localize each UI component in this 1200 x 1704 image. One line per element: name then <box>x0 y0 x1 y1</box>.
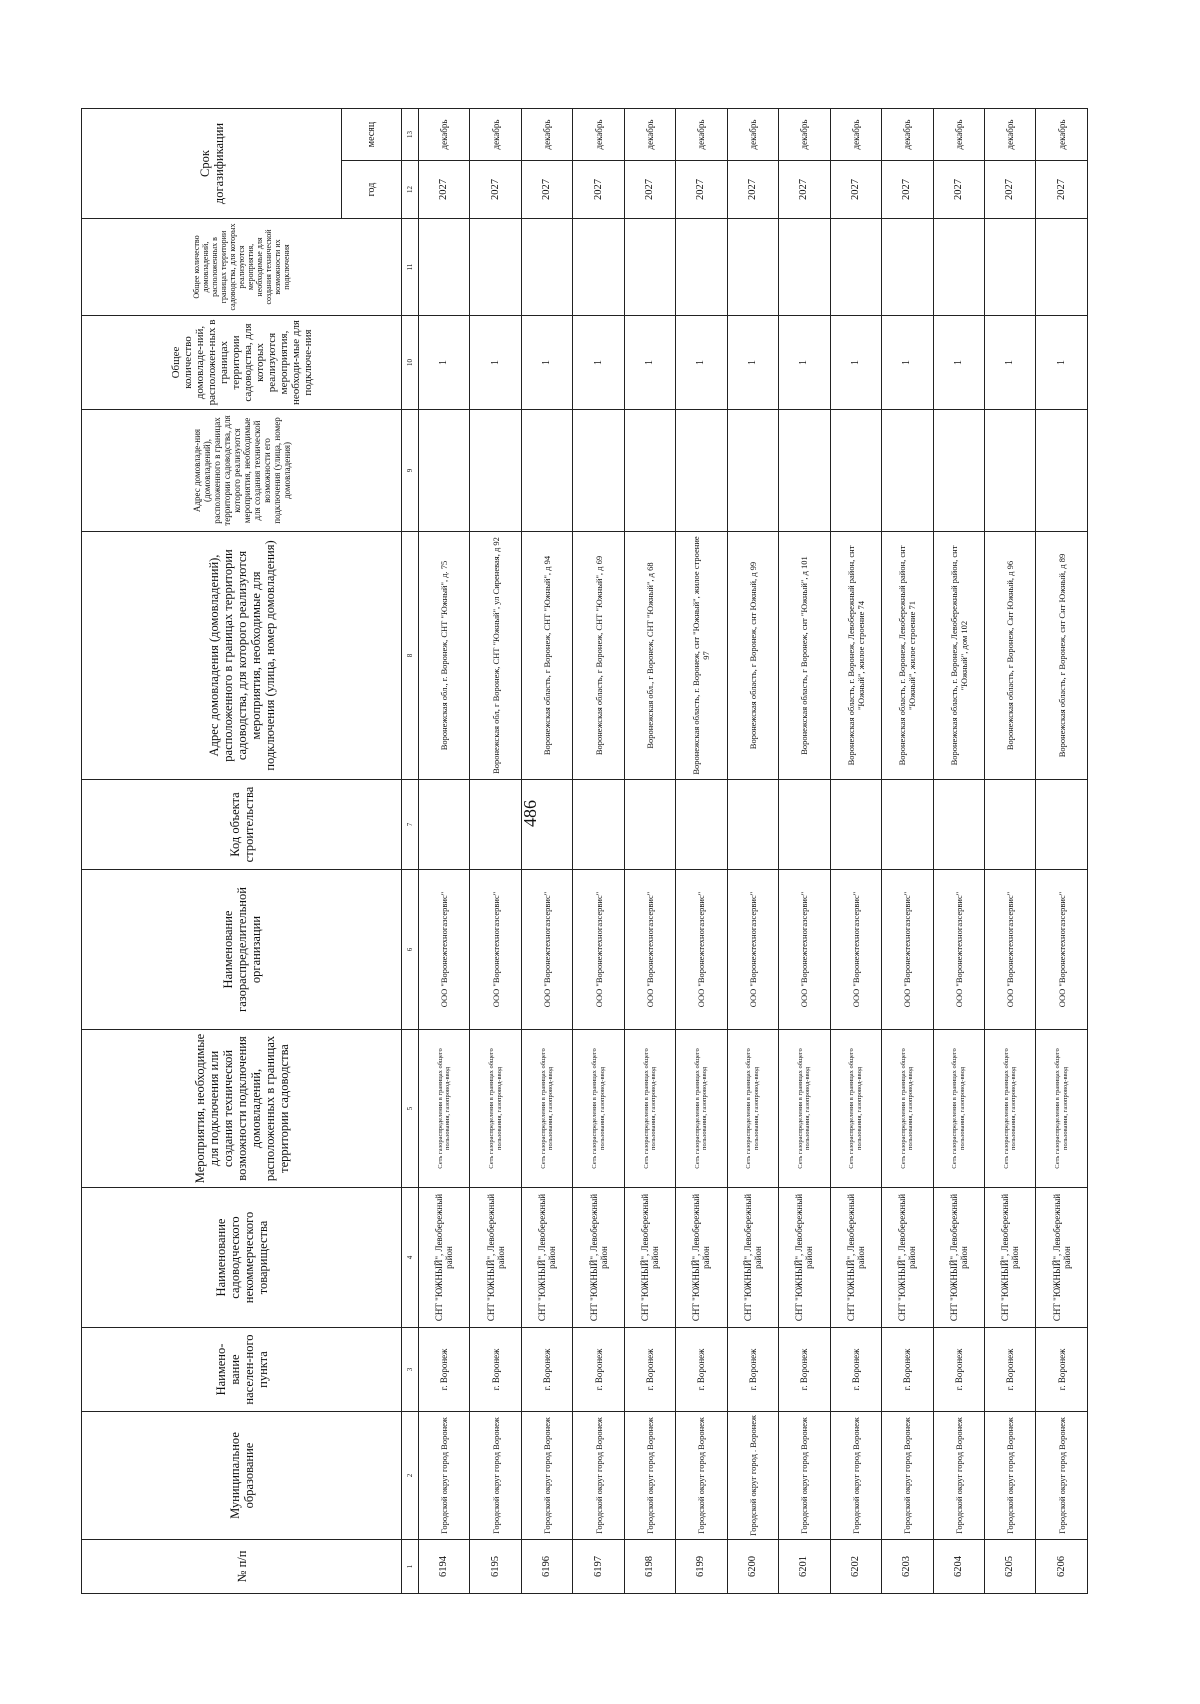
column-number: 8 <box>402 532 419 780</box>
year-cell: 2027 <box>933 161 984 219</box>
header-object-code: Код объекта строительства <box>82 780 402 870</box>
column-number: 6 <box>402 870 419 1030</box>
table-row <box>624 109 675 1594</box>
count-tech-cell <box>470 219 521 316</box>
year-cell: 2027 <box>573 161 624 219</box>
address-cell: Воронежская область, г. Воронеж, Левобережный район, снт "Южный", жилое строение 71 <box>882 532 933 780</box>
settlement-cell: г. Воронеж <box>882 1328 933 1412</box>
count-connect-cell: 1 <box>882 316 933 410</box>
row-number: 6206 <box>1036 1540 1088 1594</box>
object-code-cell <box>933 780 984 870</box>
partnership-cell: СНТ "ЮЖНЫЙ", Левобережный район <box>984 1188 1035 1328</box>
count-connect-cell: 1 <box>676 316 727 410</box>
municipality-cell: Городской округ город Воронеж <box>984 1412 1035 1540</box>
measures-cell: Сеть газораспределения в границах общего пользования, газопровод-ввод <box>419 1030 470 1188</box>
settlement-cell: г. Воронеж <box>984 1328 1035 1412</box>
month-cell: декабрь <box>676 109 727 161</box>
table-row <box>676 109 727 1594</box>
count-tech-cell <box>573 219 624 316</box>
gas-org-cell: ООО "Воронежтехногазсервис" <box>470 870 521 1030</box>
column-number-row <box>402 109 419 1594</box>
year-cell: 2027 <box>470 161 521 219</box>
column-number: 4 <box>402 1188 419 1328</box>
partnership-cell: СНТ "ЮЖНЫЙ", Левобережный район <box>470 1188 521 1328</box>
count-connect-cell: 1 <box>779 316 830 410</box>
row-number: 6196 <box>521 1540 572 1594</box>
column-number: 11 <box>402 219 419 316</box>
gas-org-cell: ООО "Воронежтехногазсервис" <box>419 870 470 1030</box>
row-number: 6203 <box>882 1540 933 1594</box>
year-cell: 2027 <box>419 161 470 219</box>
table-row <box>882 109 933 1594</box>
page-number: 486 <box>520 800 540 827</box>
header-settlement: Наимено-вание населен-ного пункта <box>82 1328 402 1412</box>
partnership-cell: СНТ "ЮЖНЫЙ", Левобережный район <box>830 1188 881 1328</box>
municipality-cell: Городской округ город Воронеж <box>933 1412 984 1540</box>
object-code-cell <box>830 780 881 870</box>
table-row <box>573 109 624 1594</box>
municipality-cell: Городской округ город Воронеж <box>882 1412 933 1540</box>
municipality-cell: Городской округ город Воронеж <box>521 1412 572 1540</box>
column-number: 3 <box>402 1328 419 1412</box>
object-code-cell <box>727 780 778 870</box>
table-row <box>779 109 830 1594</box>
column-number: 10 <box>402 316 419 410</box>
address-tech-cell <box>470 410 521 532</box>
count-connect-cell: 1 <box>830 316 881 410</box>
measures-cell: Сеть газораспределения в границах общего пользования, газопровод-ввод <box>779 1030 830 1188</box>
header-address-short: Адрес домовладе-ния (домовладений), расположенного в границах территории садоводства, для которого реализуются мероприятия, необходимые для создания технической возможности его подключения (улица, номер домовладения) <box>82 410 402 532</box>
rotated-table-container <box>81 109 1088 1594</box>
header-partnership: Наименование садоводческого некоммерческого товарищества <box>82 1188 402 1328</box>
settlement-cell: г. Воронеж <box>573 1328 624 1412</box>
address-tech-cell <box>573 410 624 532</box>
municipality-cell: Городской округ город Воронеж <box>1036 1412 1088 1540</box>
month-cell: декабрь <box>1036 109 1088 161</box>
month-cell: декабрь <box>521 109 572 161</box>
gas-org-cell: ООО "Воронежтехногазсервис" <box>573 870 624 1030</box>
header-count-tech: Общее количество домовладений, расположенных в границах территории садоводства, для которых реализуются мероприятия, необходимые для создания технической возможности их подключения <box>82 219 402 316</box>
count-connect-cell: 1 <box>1036 316 1088 410</box>
year-cell: 2027 <box>984 161 1035 219</box>
address-cell: Воронежская обл, г Воронеж, СНТ "Южный", ул Сиреневая, д 92 <box>470 532 521 780</box>
measures-cell: Сеть газораспределения в границах общего пользования, газопровод-ввод <box>521 1030 572 1188</box>
measures-cell: Сеть газораспределения в границах общего пользования, газопровод-ввод <box>882 1030 933 1188</box>
object-code-cell <box>521 780 572 870</box>
address-tech-cell <box>882 410 933 532</box>
partnership-cell: СНТ "ЮЖНЫЙ", Левобережный район <box>676 1188 727 1328</box>
column-number: 13 <box>402 109 419 161</box>
address-cell: Воронежская область, г. Воронеж, Левобережный район, снт "Южный", жилое строение 74 <box>830 532 881 780</box>
row-number: 6198 <box>624 1540 675 1594</box>
partnership-cell: СНТ "ЮЖНЫЙ", Левобережный район <box>933 1188 984 1328</box>
measures-cell: Сеть газораспределения в границах общего пользования, газопровод-ввод <box>573 1030 624 1188</box>
header-row <box>82 109 342 1594</box>
object-code-cell <box>882 780 933 870</box>
address-cell: Воронежская область, г. Воронеж, снт "Южный", жилое строение 97 <box>676 532 727 780</box>
settlement-cell: г. Воронеж <box>676 1328 727 1412</box>
year-cell: 2027 <box>882 161 933 219</box>
partnership-cell: СНТ "ЮЖНЫЙ", Левобережный район <box>419 1188 470 1328</box>
count-tech-cell <box>624 219 675 316</box>
partnership-cell: СНТ "ЮЖНЫЙ", Левобережный район <box>779 1188 830 1328</box>
table-body <box>419 109 1088 1594</box>
measures-cell: Сеть газораспределения в границах общего пользования, газопровод-ввод <box>830 1030 881 1188</box>
year-cell: 2027 <box>521 161 572 219</box>
address-tech-cell <box>1036 410 1088 532</box>
year-cell: 2027 <box>830 161 881 219</box>
row-number: 6199 <box>676 1540 727 1594</box>
measures-cell: Сеть газораспределения в границах общего пользования, газопровод-ввод <box>624 1030 675 1188</box>
address-cell: Воронежская область, г Воронеж, снт Снт Южный, д 89 <box>1036 532 1088 780</box>
count-connect-cell: 1 <box>470 316 521 410</box>
partnership-cell: СНТ "ЮЖНЫЙ", Левобережный район <box>727 1188 778 1328</box>
table-row <box>470 109 521 1594</box>
address-cell: Воронежская область, г Воронеж, снт Южный, д 99 <box>727 532 778 780</box>
gas-org-cell: ООО "Воронежтехногазсервис" <box>676 870 727 1030</box>
settlement-cell: г. Воронеж <box>830 1328 881 1412</box>
count-connect-cell: 1 <box>573 316 624 410</box>
address-tech-cell <box>830 410 881 532</box>
row-number: 6201 <box>779 1540 830 1594</box>
year-cell: 2027 <box>676 161 727 219</box>
year-cell: 2027 <box>779 161 830 219</box>
count-connect-cell: 1 <box>933 316 984 410</box>
settlement-cell: г. Воронеж <box>779 1328 830 1412</box>
object-code-cell <box>1036 780 1088 870</box>
gas-org-cell: ООО "Воронежтехногазсервис" <box>727 870 778 1030</box>
address-tech-cell <box>933 410 984 532</box>
object-code-cell <box>573 780 624 870</box>
partnership-cell: СНТ "ЮЖНЫЙ", Левобережный район <box>521 1188 572 1328</box>
partnership-cell: СНТ "ЮЖНЫЙ", Левобережный район <box>573 1188 624 1328</box>
gas-org-cell: ООО "Воронежтехногазсервис" <box>521 870 572 1030</box>
municipality-cell: Городской округ город Воронеж <box>624 1412 675 1540</box>
object-code-cell <box>676 780 727 870</box>
count-tech-cell <box>1036 219 1088 316</box>
header-measures: Мероприятия, необходимые для подключения или создания технической возможности подключения домовладений, расположенных в границах территории садоводства <box>82 1030 402 1188</box>
table-row <box>830 109 881 1594</box>
object-code-cell <box>779 780 830 870</box>
measures-cell: Сеть газораспределения в границах общего пользования, газопровод-ввод <box>470 1030 521 1188</box>
header-num: № п/п <box>82 1540 402 1594</box>
row-number: 6202 <box>830 1540 881 1594</box>
header-address-full: Адрес домовладения (домовладений), расположенного в границах территории садоводства, для которого реализуются мероприятия, необходимые для подключения (улица, номер домовладения) <box>82 532 402 780</box>
column-number: 5 <box>402 1030 419 1188</box>
row-number: 6200 <box>727 1540 778 1594</box>
address-tech-cell <box>779 410 830 532</box>
gas-org-cell: ООО "Воронежтехногазсервис" <box>933 870 984 1030</box>
column-number: 12 <box>402 161 419 219</box>
measures-cell: Сеть газораспределения в границах общего пользования, газопровод-ввод <box>933 1030 984 1188</box>
month-cell: декабрь <box>470 109 521 161</box>
gas-org-cell: ООО "Воронежтехногазсервис" <box>882 870 933 1030</box>
count-tech-cell <box>933 219 984 316</box>
month-cell: декабрь <box>624 109 675 161</box>
address-tech-cell <box>727 410 778 532</box>
table-row <box>521 109 572 1594</box>
object-code-cell <box>470 780 521 870</box>
table-row <box>419 109 470 1594</box>
count-tech-cell <box>984 219 1035 316</box>
gas-org-cell: ООО "Воронежтехногазсервис" <box>624 870 675 1030</box>
count-tech-cell <box>727 219 778 316</box>
object-code-cell <box>984 780 1035 870</box>
column-number: 1 <box>402 1540 419 1594</box>
year-cell: 2027 <box>727 161 778 219</box>
row-number: 6195 <box>470 1540 521 1594</box>
month-cell: декабрь <box>573 109 624 161</box>
municipality-cell: Городской округ город Воронеж <box>830 1412 881 1540</box>
month-cell: декабрь <box>984 109 1035 161</box>
address-tech-cell <box>419 410 470 532</box>
table-row <box>727 109 778 1594</box>
settlement-cell: г. Воронеж <box>470 1328 521 1412</box>
settlement-cell: г. Воронеж <box>521 1328 572 1412</box>
header-count-connect: Общее количество домовладе-ний, расположен-ных в границах территории садоводства, для которых реализуются мероприятия, необходи-мые для подключе-ния <box>82 316 402 410</box>
header-gas-org: Наименование газораспределительной организации <box>82 870 402 1030</box>
gas-org-cell: ООО "Воронежтехногазсервис" <box>984 870 1035 1030</box>
table-row <box>933 109 984 1594</box>
partnership-cell: СНТ "ЮЖНЫЙ", Левобережный район <box>1036 1188 1088 1328</box>
settlement-cell: г. Воронеж <box>727 1328 778 1412</box>
column-number: 2 <box>402 1412 419 1540</box>
column-number: 7 <box>402 780 419 870</box>
gas-org-cell: ООО "Воронежтехногазсервис" <box>830 870 881 1030</box>
month-cell: декабрь <box>933 109 984 161</box>
count-tech-cell <box>419 219 470 316</box>
year-cell: 2027 <box>624 161 675 219</box>
count-tech-cell <box>676 219 727 316</box>
partnership-cell: СНТ "ЮЖНЫЙ", Левобережный район <box>624 1188 675 1328</box>
month-cell: декабрь <box>419 109 470 161</box>
count-tech-cell <box>779 219 830 316</box>
address-cell: Воронежская область, г Воронеж, Снт Южный, д 96 <box>984 532 1035 780</box>
count-tech-cell <box>830 219 881 316</box>
address-cell: Воронежская область, г Воронеж, СНТ "Южный", д 94 <box>521 532 572 780</box>
header-year: год <box>342 161 402 219</box>
month-cell: декабрь <box>727 109 778 161</box>
partnership-cell: СНТ "ЮЖНЫЙ", Левобережный район <box>882 1188 933 1328</box>
count-tech-cell <box>882 219 933 316</box>
object-code-cell <box>624 780 675 870</box>
address-cell: Воронежская обл., г. Воронеж, СНТ "Южный", д. 75 <box>419 532 470 780</box>
object-code-cell <box>419 780 470 870</box>
gasification-table <box>81 108 1088 1594</box>
count-connect-cell: 1 <box>419 316 470 410</box>
address-cell: Воронежская обл., г Воронеж, СНТ "Южный", д 68 <box>624 532 675 780</box>
municipality-cell: Городской округ город Воронеж <box>470 1412 521 1540</box>
gas-org-cell: ООО "Воронежтехногазсервис" <box>1036 870 1088 1030</box>
count-connect-cell: 1 <box>521 316 572 410</box>
municipality-cell: Городской округ город . Воронеж <box>727 1412 778 1540</box>
month-cell: декабрь <box>882 109 933 161</box>
row-number: 6197 <box>573 1540 624 1594</box>
settlement-cell: г. Воронеж <box>624 1328 675 1412</box>
column-number: 9 <box>402 410 419 532</box>
month-cell: декабрь <box>779 109 830 161</box>
measures-cell: Сеть газораспределения в границах общего пользования, газопровод-ввод <box>676 1030 727 1188</box>
settlement-cell: г. Воронеж <box>933 1328 984 1412</box>
address-tech-cell <box>624 410 675 532</box>
count-tech-cell <box>521 219 572 316</box>
count-connect-cell: 1 <box>727 316 778 410</box>
header-municipality: Муниципальное образование <box>82 1412 402 1540</box>
row-number: 6205 <box>984 1540 1035 1594</box>
settlement-cell: г. Воронеж <box>1036 1328 1088 1412</box>
measures-cell: Сеть газораспределения в границах общего пользования, газопровод-ввод <box>984 1030 1035 1188</box>
table-row <box>984 109 1035 1594</box>
table-row <box>1036 109 1088 1594</box>
header-month: месяц <box>342 109 402 161</box>
address-tech-cell <box>521 410 572 532</box>
count-connect-cell: 1 <box>624 316 675 410</box>
municipality-cell: Городской округ город Воронеж <box>573 1412 624 1540</box>
measures-cell: Сеть газораспределения в границах общего пользования, газопровод-ввод <box>727 1030 778 1188</box>
year-cell: 2027 <box>1036 161 1088 219</box>
gas-org-cell: ООО "Воронежтехногазсервис" <box>779 870 830 1030</box>
municipality-cell: Городской округ город Воронеж <box>779 1412 830 1540</box>
header-gasification-term: Срок догазификации <box>82 109 342 219</box>
municipality-cell: Городской округ город Воронеж <box>676 1412 727 1540</box>
row-number: 6194 <box>419 1540 470 1594</box>
address-cell: Воронежская область, г Воронеж, снт "Южный", д 101 <box>779 532 830 780</box>
address-cell: Воронежская область, г Воронеж, СНТ "Южный", д 69 <box>573 532 624 780</box>
count-connect-cell: 1 <box>984 316 1035 410</box>
municipality-cell: Городской округ город Воронеж <box>419 1412 470 1540</box>
measures-cell: Сеть газораспределения в границах общего пользования, газопровод-ввод <box>1036 1030 1088 1188</box>
address-tech-cell <box>984 410 1035 532</box>
row-number: 6204 <box>933 1540 984 1594</box>
month-cell: декабрь <box>830 109 881 161</box>
address-tech-cell <box>676 410 727 532</box>
settlement-cell: г. Воронеж <box>419 1328 470 1412</box>
address-cell: Воронежская область, г. Воронеж, Левобережный район, снт "Южный", дом 102 <box>933 532 984 780</box>
